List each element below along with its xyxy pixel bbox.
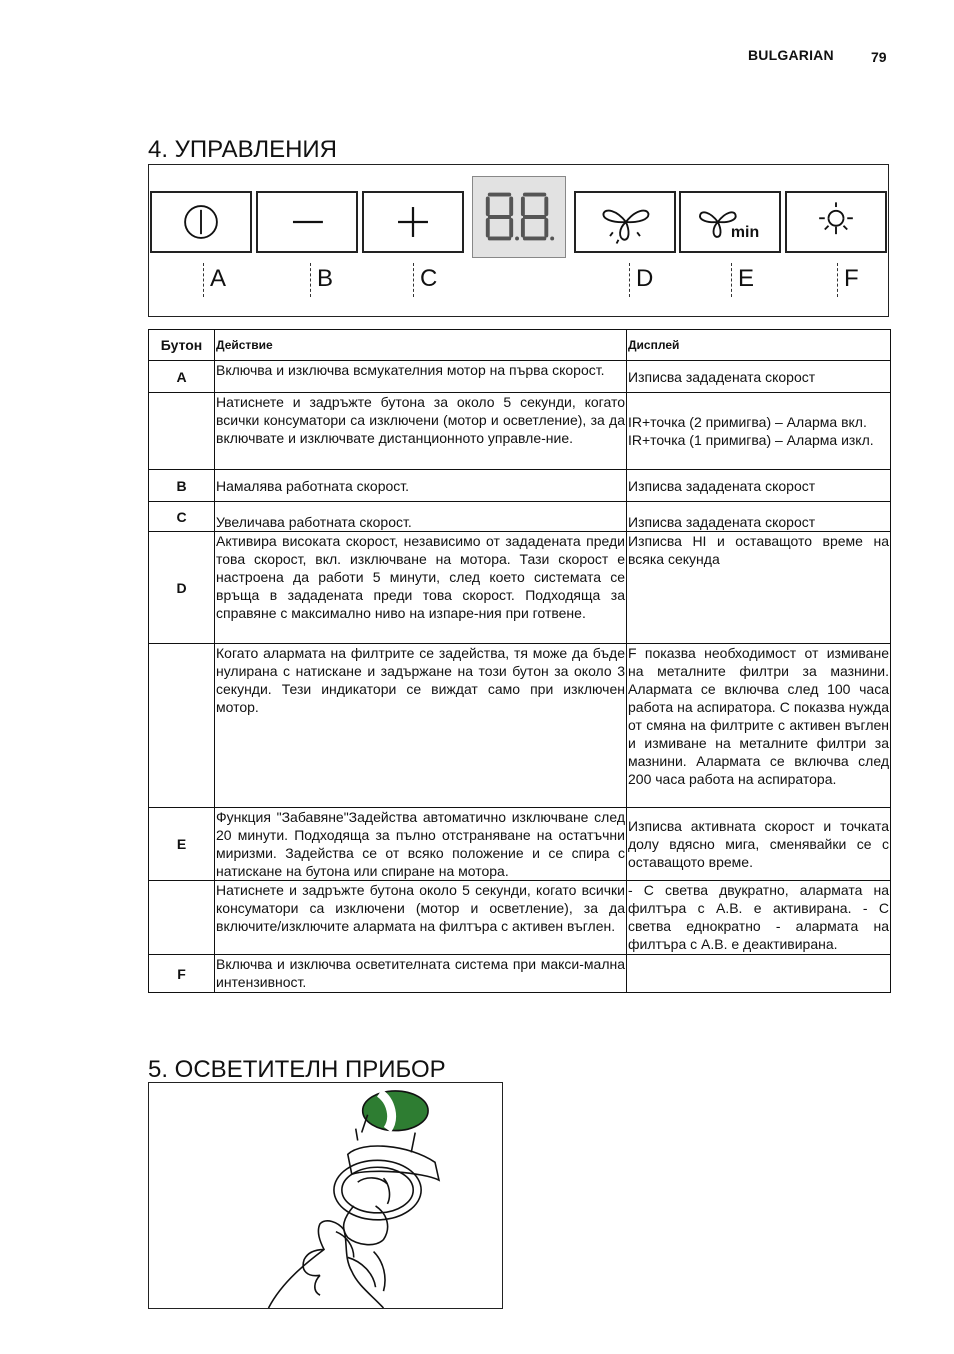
label-a: A [203, 263, 204, 297]
table-row [149, 881, 891, 955]
fan-boost-icon [576, 193, 674, 251]
header-language: BULGARIAN [748, 47, 834, 63]
table-row [149, 393, 891, 470]
section-title-controls: 4. УПРАВЛЕНИЯ [148, 136, 337, 163]
light-icon [787, 193, 885, 251]
row-key [149, 393, 215, 470]
header-display: Дисплей [627, 330, 891, 361]
row-key [149, 644, 215, 808]
controls-table [148, 329, 891, 993]
row-key: F [149, 955, 215, 993]
row-display [627, 955, 891, 993]
row-key: D [149, 532, 215, 644]
table-row [149, 470, 891, 502]
table-row [149, 361, 891, 393]
row-action: Когато алармата на филтрите се задейства, тя може да бъде нулирана с натискане и задържане на този бутон за около 3 секунди. Тези индикатори се виждат само при изключен мотор. [215, 644, 627, 808]
header-button: Бутон [149, 330, 215, 361]
minus-icon [258, 193, 356, 251]
row-key: A [149, 361, 215, 393]
label-f: F [837, 263, 838, 297]
label-d: D [629, 263, 630, 297]
row-action: Функция "Забавяне"Задейства автоматично изключване след 20 минути. Подходяща за пълно отстраняване на остатъчни миризми. Задейства се от всяко положение и се спира с натискане на бутона или спиране на мотора. [216, 809, 625, 879]
button-b-minus [256, 191, 358, 253]
table-header-row [149, 330, 891, 361]
min-label: min [730, 223, 760, 241]
row-action: Включва и изключва осветителната система при макси-мална интензивност. [215, 955, 627, 993]
table-row [149, 644, 891, 808]
row-key: B [149, 470, 215, 502]
seven-segment-digits [473, 177, 565, 257]
row-display: Изписва зададената скорост [627, 502, 891, 532]
hand-lamp-drawing [149, 1083, 502, 1308]
button-c-plus [362, 191, 464, 253]
row-action: Включва и изключва всмукателния мотор на първа скорост. [215, 361, 627, 393]
row-action: Увеличава работната скорост. [215, 502, 627, 532]
table-row [149, 532, 891, 644]
row-action: Активира високата скорост, независимо от зададената преди това скорост, вкл. изключване на мотора. Тази скорост е настроена да работи 5 минути, след което системата се връща в зададената преди това скорост. Подходяща за справяне с максимално ниво на изпаре-ния при готвене. [215, 532, 627, 644]
row-display: F показва необходимост от измиване на металните филтри за мазнини. Алармата се включва след 100 часа работа на аспиратора. C показва нужда от смяна на филтрите с активен въглен и измиване на металните филтри за мазнини. Алармата се включва след 200 часа работа на аспиратора. [627, 644, 891, 808]
row-key: C [149, 502, 215, 532]
row-display: Изписва зададената скорост [627, 361, 891, 393]
row-key: E [149, 808, 215, 881]
lamp-replacement-illustration [148, 1082, 503, 1309]
page-number: 79 [871, 49, 887, 65]
segment-display [472, 176, 566, 258]
button-e-fan-min [679, 191, 781, 253]
section-title-lighting: 5. ОСВЕТИТЕЛН ПРИБОР [148, 1056, 446, 1083]
button-f-light [785, 191, 887, 253]
table-row [149, 502, 891, 532]
table-row [149, 955, 891, 993]
row-key [149, 881, 215, 955]
label-b: B [310, 263, 311, 297]
row-display: Изписва HI и оставащото време на всяка секунда [627, 532, 891, 644]
row-display: IR+точка (2 примигва) – Аларма вкл. IR+точка (1 примигва) – Аларма изкл. [627, 393, 891, 470]
row-action: Натиснете и задръжте бутона за около 5 секунди, когато всички консуматори са изключени (мотор и осветление), за да включвате и изключвате дистанционното управле-ние. [215, 393, 627, 470]
row-action: Намалява работната скорост. [215, 470, 627, 502]
row-display: Изписва активната скорост и точката долу вдясно мига, сменявайки се с оставащото време. [627, 808, 891, 881]
button-d-boost [574, 191, 676, 253]
row-display: Изписва зададената скорост [627, 470, 891, 502]
row-display: - С светва двукратно, алармата на филтъра с А.В. е активирана. - С светва еднократно - алармата на филтъра с А.В. е деактивирана. [627, 881, 891, 955]
power-icon [152, 193, 250, 251]
row-action: Натиснете и задръжте бутона около 5 секунди, когато всички консуматори са изключени (мотор и осветление), за да включите/изключите алармата на филтъра с активен въглен. [215, 881, 627, 955]
button-a-power [150, 191, 252, 253]
label-c: C [413, 263, 414, 297]
plus-icon [364, 193, 462, 251]
fan-min-icon [681, 193, 779, 251]
header-action: Действие [215, 330, 627, 361]
label-e: E [731, 263, 732, 297]
table-row [149, 808, 891, 881]
